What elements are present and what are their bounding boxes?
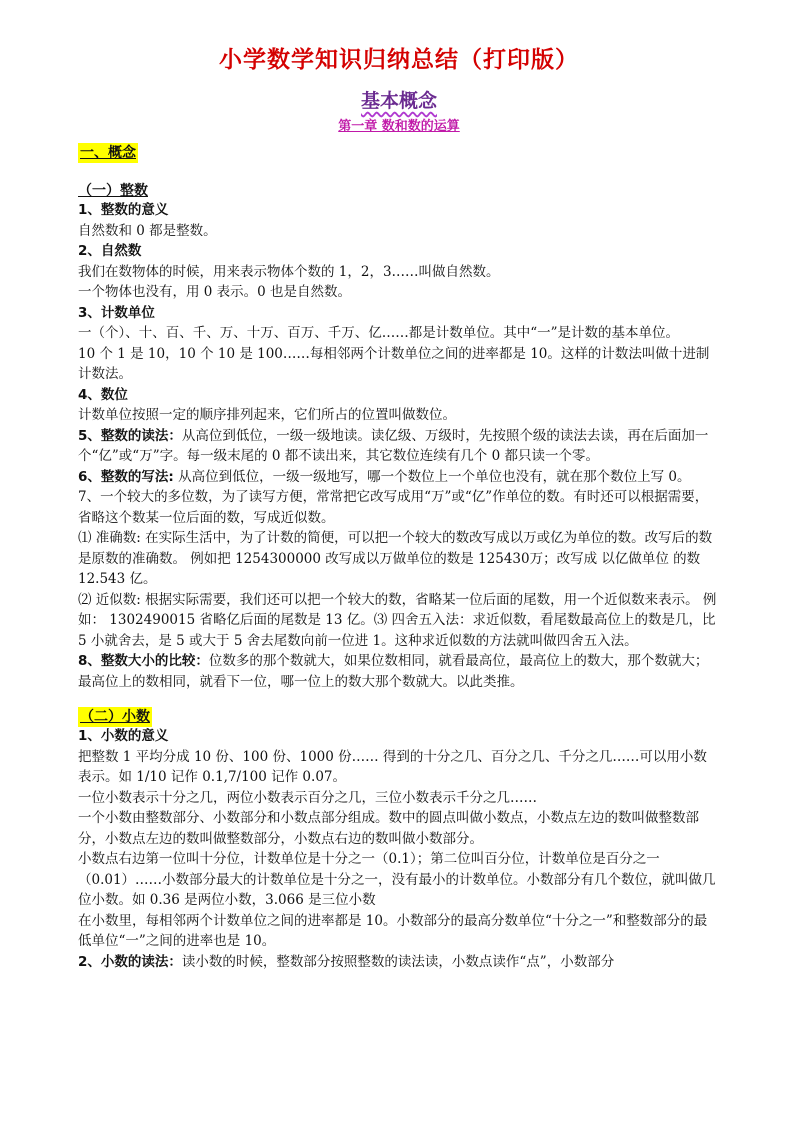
integer-comparison-paragraph bbox=[78, 651, 720, 692]
decimal-meaning-text-3: 一个小数由整数部分、小数部分和小数点部分组成。数中的圆点叫做小数点，小数点左边的数叫做整数部分，小数点左边的数叫做整数部分，小数点右边的数叫做小数部分。 bbox=[78, 810, 699, 847]
digit-place-text: 计数单位按照一定的顺序排列起来，它们所占的位置叫做数位。 bbox=[78, 407, 456, 423]
exact-number-text: ⑴ 准确数: 在实际生活中，为了计数的简便，可以把一个较大的数改写成以万或亿为单位的数。改写后的数是原数的准确数。 例如把 1254300000 改写成以万做单位的数是 125430万；改写成 以亿做单位 的数 12.543 亿。 bbox=[78, 530, 713, 587]
counting-unit-text-2: 10 个 1 是 10，10 个 10 是 100……每相邻两个计数单位之间的进率都是 10。这样的计数法叫做十进制计数法。 bbox=[78, 345, 710, 382]
decimals-heading-row bbox=[78, 706, 720, 726]
decimal-meaning-text-1: 把整数 1 平均分成 10 份、100 份、1000 份…… 得到的十分之几、百分之几、千分之几……可以用小数表示。如 1/10 记作 0.1,7/100 记作 0.07。 bbox=[78, 748, 707, 785]
decimal-reading-paragraph bbox=[78, 952, 720, 973]
natural-number-text-2: 一个物体也没有，用 0 表示。0 也是自然数。 bbox=[78, 284, 352, 300]
decimal-meaning-text-4: 小数点右边第一位叫十分位，计数单位是十分之一（0.1）；第二位叫百分位，计数单位是百分之一（0.01）……小数部分最大的计数单位是十分之一，没有最小的计数单位。小数部分有几个数位，就叫做几位小数。如 0.36 是两位小数，3.066 是三位小数 bbox=[78, 851, 716, 908]
digit-place-heading: 4、数位 bbox=[78, 386, 128, 403]
decimals-heading: （二）小数 bbox=[80, 709, 150, 725]
integer-writing-heading: 6、整数的写法: bbox=[78, 468, 174, 485]
counting-unit-text-1: 一（个）、十、百、千、万、十万、百万、千万、亿……都是计数单位。其中“一”是计数的基本单位。 bbox=[78, 325, 680, 341]
document-title: 小学数学知识归纳总结（打印版） bbox=[219, 47, 579, 73]
integer-writing-paragraph bbox=[78, 467, 720, 488]
integers-heading-row bbox=[78, 180, 720, 200]
decimal-meaning-text-2: 一位小数表示十分之几，两位小数表示百分之几，三位小数表示千分之几…… bbox=[78, 789, 537, 806]
natural-number-heading: 2、自然数 bbox=[78, 243, 142, 259]
integer-meaning-text: 自然数和 0 都是整数。 bbox=[78, 222, 217, 239]
approximate-number-text: ⑵ 近似数: 根据实际需要，我们还可以把一个较大的数，省略某一位后面的尾数，用一个近似数来表示。 例如： 1302490015 省略亿后面的尾数是 13 亿。⑶ 四舍五入法：求近似数，看尾数最高位上的数是几，比 5 小就舍去，是 5 或大于 5 舍去尾数向前一位进 1。这种求近似数的方法就叫做四舍五入法。 bbox=[78, 591, 717, 649]
concept-heading: 一、概念 bbox=[80, 145, 136, 161]
natural-number-text-1: 我们在数物体的时候，用来表示物体个数的 1，2，3……叫做自然数。 bbox=[78, 263, 500, 280]
integer-comparison-heading: 8、整数大小的比较： bbox=[78, 653, 209, 669]
counting-unit-heading: 3、计数单位 bbox=[78, 304, 155, 321]
integer-writing-text: 从高位到低位，一级一级地写，哪一个数位上一个单位也没有，就在那个数位上写 0。 bbox=[173, 468, 691, 485]
section-subtitle bbox=[78, 88, 720, 114]
decimal-meaning-heading: 1、小数的意义 bbox=[78, 728, 169, 744]
concept-heading-row bbox=[78, 142, 720, 162]
decimal-reading-heading: 2、小数的读法： bbox=[78, 953, 182, 970]
document-page bbox=[78, 40, 720, 972]
decimal-reading-text: 读小数的时候，整数部分按照整数的读法读，小数点读作“点”，小数部分 bbox=[181, 953, 615, 970]
large-number-rewrite-text: 7、一个较大的多位数，为了读写方便，常常把它改写成用“万”或“亿”作单位的数。有时还可以根据需要，省略这个数某一位后面的数，写成近似数。 bbox=[78, 489, 709, 526]
integer-meaning-heading: 1、整数的意义 bbox=[78, 202, 169, 218]
chapter-heading bbox=[78, 118, 720, 136]
decimal-meaning-text-5: 在小数里，每相邻两个计数单位之间的进率都是 10。小数部分的最高分数单位“十分之一”和整数部分的最低单位“一”之间的进率也是 10。 bbox=[78, 912, 708, 949]
integer-reading-heading: 5、整数的读法： bbox=[78, 427, 182, 444]
integer-comparison-text: 位数多的那个数就大，如果位数相同，就看最高位，最高位上的数大，那个数就大；最高位上的数相同，就看下一位，哪一位上的数大那个数就大。以此类推。 bbox=[78, 653, 709, 690]
integers-heading: （一）整数 bbox=[78, 183, 148, 199]
integer-reading-paragraph bbox=[78, 426, 720, 467]
integer-reading-text: 从高位到低位，一级一级地读。读亿级、万级时，先按照个级的读法去读，再在后面加一个“亿”或“万”字。每一级末尾的 0 都不读出来，其它数位连续有几个 0 都只读一个零。 bbox=[78, 427, 709, 464]
subtitle-text: 基本概念 bbox=[360, 90, 437, 112]
chapter-text: 第一章 数和数的运算 bbox=[338, 119, 460, 134]
